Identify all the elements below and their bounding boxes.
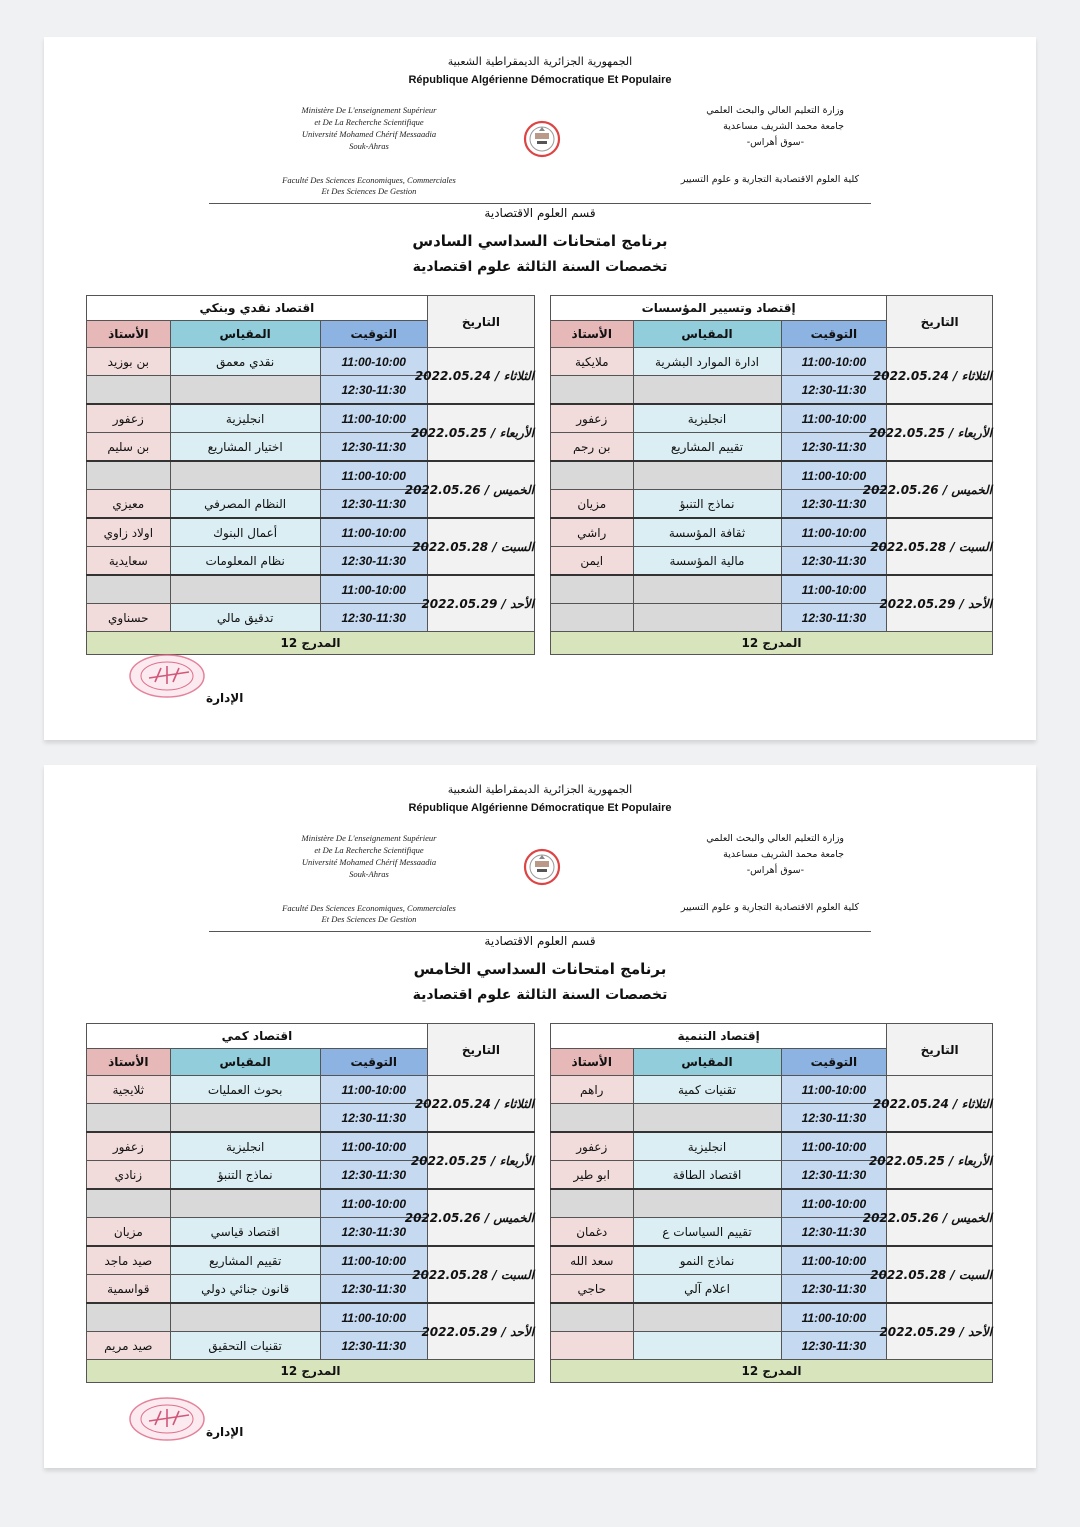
module-cell [633,604,781,632]
exam-slot-row [551,575,993,604]
module-cell: انجليزية [170,404,320,433]
exam-time-cell: 11:00-10:00 [320,348,427,376]
ministry-line: وزارة التعليم العالي والبحث العلمي [706,833,844,844]
professor-cell: حاجي [551,1275,634,1304]
faculty-line: Faculté Des Sciences Economiques, Commerciales [282,175,456,185]
professor-cell: صيد مريم [87,1332,171,1360]
module-cell: اقتصاد الطاقة [633,1161,781,1190]
professor-cell [551,376,634,405]
exam-time-cell: 11:00-10:00 [320,1132,427,1161]
faculty-french [249,175,489,197]
faculty-arabic: كلية العلوم الاقتصادية التجارية و علوم التسيير [680,902,859,913]
module-cell: النظام المصرفي [170,490,320,519]
time-column-header: التوقيت [781,321,887,348]
professor-column-header: الأستاذ [551,321,634,348]
exam-time-cell: 12:30-11:30 [781,433,887,462]
ministry-line: Ministère De L'enseignement Supérieur [301,833,437,843]
exam-time-cell: 11:00-10:00 [781,461,887,490]
country-name-arabic: الجمهورية الجزائرية الديمقراطية الشعبية [447,783,633,796]
exam-slot-row [551,1303,993,1332]
professor-cell [551,461,634,490]
ministry-line: et De La Recherche Scientifique [314,845,424,855]
module-cell: تدقيق مالي [170,604,320,632]
specialty-title: إقتصاد وتسيير المؤسسات [551,296,887,321]
professor-cell [87,1189,171,1218]
exam-date-cell: الأربعاء / 2022.05.25 [887,1132,993,1189]
exam-date-cell: الخميس / 2022.05.26 [887,1189,993,1246]
ministry-french [264,104,474,152]
module-column-header: المقياس [170,1049,320,1076]
professor-cell: زعفور [87,1132,171,1161]
exam-date-cell: السبت / 2022.05.28 [427,518,534,575]
exam-date-cell: الأربعاء / 2022.05.25 [427,1132,534,1189]
exam-slot-row [551,1132,993,1161]
date-column-header: التاريخ [887,296,993,348]
exam-time-cell: 11:00-10:00 [320,575,427,604]
university-name: Université Mohamed Chérif Messaadia [301,857,437,867]
exam-slot-row [87,1076,535,1104]
schedule-title: برنامج امتحانات السداسي الخامس [413,960,667,978]
module-cell [633,1104,781,1133]
module-cell: تقييم المشاريع [170,1246,320,1275]
professor-cell: بن بوزيد [87,348,171,376]
specialty-header-row [87,296,535,321]
university-name: جامعة محمد الشريف مساعدية [723,849,844,860]
exam-time-cell: 12:30-11:30 [320,547,427,576]
exam-date-cell: الأحد / 2022.05.29 [887,1303,993,1360]
exam-time-cell: 11:00-10:00 [781,518,887,547]
exam-slot-row [551,461,993,490]
exam-date-cell: الثلاثاء / 2022.05.24 [427,1076,534,1133]
university-name: Université Mohamed Chérif Messaadia [301,129,437,139]
professor-cell: قواسمية [87,1275,171,1304]
module-cell [633,575,781,604]
professor-cell [551,604,634,632]
exam-time-cell: 11:00-10:00 [781,1189,887,1218]
module-cell [170,1303,320,1332]
exam-time-cell: 12:30-11:30 [781,547,887,576]
module-cell: نماذج النمو [633,1246,781,1275]
exam-time-cell: 11:00-10:00 [320,404,427,433]
exam-time-cell: 12:30-11:30 [781,490,887,519]
module-cell [170,1104,320,1133]
professor-cell: سعايدية [87,547,171,576]
professor-cell: ابو طير [551,1161,634,1190]
date-column-header: التاريخ [887,1024,993,1076]
exam-schedule-table [550,1023,993,1383]
professor-cell: سعد الله [551,1246,634,1275]
exam-slot-row [87,1303,535,1332]
professor-cell [87,1104,171,1133]
exam-time-cell: 12:30-11:30 [781,604,887,632]
exam-time-cell: 11:00-10:00 [781,1303,887,1332]
exam-slot-row [87,518,535,547]
professor-cell: بن رجم [551,433,634,462]
administration-label: الإدارة [206,691,244,705]
exam-time-cell: 12:30-11:30 [320,1218,427,1247]
professor-cell: ملايكية [551,348,634,376]
exam-date-cell: الثلاثاء / 2022.05.24 [887,1076,993,1133]
professor-cell: دغمان [551,1218,634,1247]
exam-date-cell: السبت / 2022.05.28 [887,518,993,575]
exam-time-cell: 12:30-11:30 [781,376,887,405]
ministry-arabic [644,831,844,879]
professor-cell: صيد ماجد [87,1246,171,1275]
exam-slot-row [87,461,535,490]
country-name-arabic: الجمهورية الجزائرية الديمقراطية الشعبية [447,55,633,68]
country-name-french: République Algérienne Démocratique Et Populaire [408,74,672,86]
module-cell: نقدي معمق [170,348,320,376]
date-column-header: التاريخ [427,296,534,348]
professor-cell: ثلايجية [87,1076,171,1104]
schedule-title: برنامج امتحانات السداسي السادس [412,232,668,250]
professor-cell [551,575,634,604]
exam-room-label: المدرج 12 [551,632,993,655]
module-cell: ادارة الموارد البشرية [633,348,781,376]
professor-cell: راشي [551,518,634,547]
administration-stamp-icon [127,652,207,700]
exam-time-cell: 11:00-10:00 [781,404,887,433]
exam-time-cell: 12:30-11:30 [781,1275,887,1304]
exam-time-cell: 12:30-11:30 [320,433,427,462]
exam-slot-row [87,575,535,604]
room-row [551,632,993,655]
professor-column-header: الأستاذ [551,1049,634,1076]
exam-time-cell: 11:00-10:00 [781,575,887,604]
exam-time-cell: 11:00-10:00 [320,1246,427,1275]
exam-slot-row [87,348,535,376]
module-cell: اعلام آلي [633,1275,781,1304]
professor-cell: بن سليم [87,433,171,462]
specialty-title: اقتصاد كمي [87,1024,428,1049]
professor-cell [87,461,171,490]
specialty-header-row [87,1024,535,1049]
university-name: جامعة محمد الشريف مساعدية [723,121,844,132]
module-cell [633,376,781,405]
ministry-arabic [644,103,844,151]
exam-schedule-table [86,1023,535,1383]
exam-schedule-table [550,295,993,655]
faculty-arabic: كلية العلوم الاقتصادية التجارية و علوم التسيير [680,174,859,185]
module-cell [633,1189,781,1218]
module-cell: تقنيات التحقيق [170,1332,320,1360]
exam-slot-row [87,404,535,433]
city-name: Souk-Ahras [349,141,389,151]
administration-stamp-icon [127,1395,207,1443]
professor-cell: زنادي [87,1161,171,1190]
professor-cell: زعفور [551,1132,634,1161]
professor-cell [87,1303,171,1332]
exam-time-cell: 11:00-10:00 [320,518,427,547]
module-column-header: المقياس [170,321,320,348]
exam-slot-row [551,518,993,547]
module-cell: انجليزية [633,1132,781,1161]
exam-date-cell: الأحد / 2022.05.29 [427,1303,534,1360]
specialty-title: إقتصاد التنمية [551,1024,887,1049]
exam-time-cell: 12:30-11:30 [781,1161,887,1190]
ministry-french [264,832,474,880]
exam-date-cell: السبت / 2022.05.28 [427,1246,534,1303]
exam-slot-row [551,348,993,376]
exam-time-cell: 11:00-10:00 [781,348,887,376]
exam-time-cell: 12:30-11:30 [320,376,427,405]
module-cell [170,1189,320,1218]
professor-cell: معيزي [87,490,171,519]
exam-time-cell: 11:00-10:00 [320,461,427,490]
ministry-line: Ministère De L'enseignement Supérieur [301,105,437,115]
module-cell: تقنيات كمية [633,1076,781,1104]
exam-date-cell: الأربعاء / 2022.05.25 [887,404,993,461]
exam-slot-row [551,1076,993,1104]
exam-time-cell: 12:30-11:30 [320,1332,427,1360]
time-column-header: التوقيت [320,321,427,348]
professor-cell [87,575,171,604]
module-cell: قانون جنائي دولي [170,1275,320,1304]
professor-cell: زعفور [87,404,171,433]
module-cell: انجليزية [633,404,781,433]
professor-cell: حسناوي [87,604,171,632]
module-cell: مالية المؤسسة [633,547,781,576]
exam-room-label: المدرج 12 [87,632,535,655]
exam-room-label: المدرج 12 [551,1360,993,1383]
city-name: -سوق أهراس- [746,137,804,148]
exam-schedule-page-semester-6 [44,37,1036,740]
exam-date-cell: الخميس / 2022.05.26 [427,1189,534,1246]
department-name: قسم العلوم الاقتصادية [484,934,596,948]
exam-schedule-page-semester-5 [44,765,1036,1468]
professor-cell: مزيان [551,490,634,519]
module-cell: أعمال البنوك [170,518,320,547]
country-name-french: République Algérienne Démocratique Et Populaire [408,802,672,814]
exam-slot-row [551,1246,993,1275]
exam-time-cell: 11:00-10:00 [320,1303,427,1332]
exam-time-cell: 11:00-10:00 [781,1076,887,1104]
specialty-title: اقتصاد نقدي وبنكي [87,296,428,321]
exam-date-cell: الخميس / 2022.05.26 [887,461,993,518]
city-name: Souk-Ahras [349,869,389,879]
exam-slot-row [551,404,993,433]
module-cell [633,461,781,490]
module-cell: بحوث العمليات [170,1076,320,1104]
header-divider [209,931,871,932]
university-logo-icon [522,847,562,887]
module-cell: تقييم المشاريع [633,433,781,462]
exam-time-cell: 12:30-11:30 [320,604,427,632]
ministry-line: et De La Recherche Scientifique [314,117,424,127]
module-cell [633,1332,781,1360]
exam-time-cell: 12:30-11:30 [320,1161,427,1190]
professor-cell [551,1332,634,1360]
header-divider [209,203,871,204]
exam-slot-row [87,1189,535,1218]
module-cell: اختيار المشاريع [170,433,320,462]
exam-slot-row [87,1132,535,1161]
professor-cell [551,1303,634,1332]
exam-slot-row [551,1189,993,1218]
exam-slot-row [87,1246,535,1275]
module-cell: ثقافة المؤسسة [633,518,781,547]
module-cell [170,376,320,405]
room-row [87,1360,535,1383]
specialty-header-row [551,296,993,321]
module-cell [170,461,320,490]
exam-date-cell: الأحد / 2022.05.29 [887,575,993,632]
professor-cell: اولاد زاوي [87,518,171,547]
department-name: قسم العلوم الاقتصادية [484,206,596,220]
city-name: -سوق أهراس- [746,865,804,876]
faculty-line: Faculté Des Sciences Economiques, Commerciales [282,903,456,913]
faculty-line: Et Des Sciences De Gestion [321,914,417,924]
exam-time-cell: 11:00-10:00 [320,1076,427,1104]
exam-time-cell: 12:30-11:30 [320,490,427,519]
professor-cell [551,1104,634,1133]
exam-room-label: المدرج 12 [87,1360,535,1383]
professor-cell: زعفور [551,404,634,433]
module-cell: انجليزية [170,1132,320,1161]
module-cell: نماذج التنبؤ [170,1161,320,1190]
module-column-header: المقياس [633,321,781,348]
specialty-header-row [551,1024,993,1049]
administration-label: الإدارة [206,1425,244,1439]
professor-column-header: الأستاذ [87,321,171,348]
exam-date-cell: الثلاثاء / 2022.05.24 [887,348,993,405]
exam-date-cell: الثلاثاء / 2022.05.24 [427,348,534,405]
schedule-subtitle: تخصصات السنة الثالثة علوم اقتصادية [412,259,668,275]
exam-date-cell: الأحد / 2022.05.29 [427,575,534,632]
exam-time-cell: 12:30-11:30 [781,1104,887,1133]
exam-time-cell: 12:30-11:30 [320,1104,427,1133]
module-cell: نماذج التنبؤ [633,490,781,519]
exam-time-cell: 11:00-10:00 [781,1246,887,1275]
time-column-header: التوقيت [320,1049,427,1076]
professor-cell: راهم [551,1076,634,1104]
faculty-french [249,903,489,925]
module-cell [633,1303,781,1332]
module-column-header: المقياس [633,1049,781,1076]
schedule-subtitle: تخصصات السنة الثالثة علوم اقتصادية [412,987,668,1003]
exam-time-cell: 11:00-10:00 [781,1132,887,1161]
date-column-header: التاريخ [427,1024,534,1076]
module-cell [170,575,320,604]
exam-time-cell: 11:00-10:00 [320,1189,427,1218]
faculty-line: Et Des Sciences De Gestion [321,186,417,196]
module-cell: نظام المعلومات [170,547,320,576]
university-logo-icon [522,119,562,159]
professor-cell: مزيان [87,1218,171,1247]
exam-date-cell: الخميس / 2022.05.26 [427,461,534,518]
exam-time-cell: 12:30-11:30 [781,1218,887,1247]
room-row [551,1360,993,1383]
exam-schedule-table [86,295,535,655]
professor-cell [551,1189,634,1218]
ministry-line: وزارة التعليم العالي والبحث العلمي [706,105,844,116]
professor-cell: ايمن [551,547,634,576]
professor-cell [87,376,171,405]
exam-date-cell: الأربعاء / 2022.05.25 [427,404,534,461]
professor-column-header: الأستاذ [87,1049,171,1076]
exam-date-cell: السبت / 2022.05.28 [887,1246,993,1303]
exam-time-cell: 12:30-11:30 [320,1275,427,1304]
time-column-header: التوقيت [781,1049,887,1076]
exam-time-cell: 12:30-11:30 [781,1332,887,1360]
module-cell: اقتصاد قياسي [170,1218,320,1247]
module-cell: تقييم السياسات ع [633,1218,781,1247]
